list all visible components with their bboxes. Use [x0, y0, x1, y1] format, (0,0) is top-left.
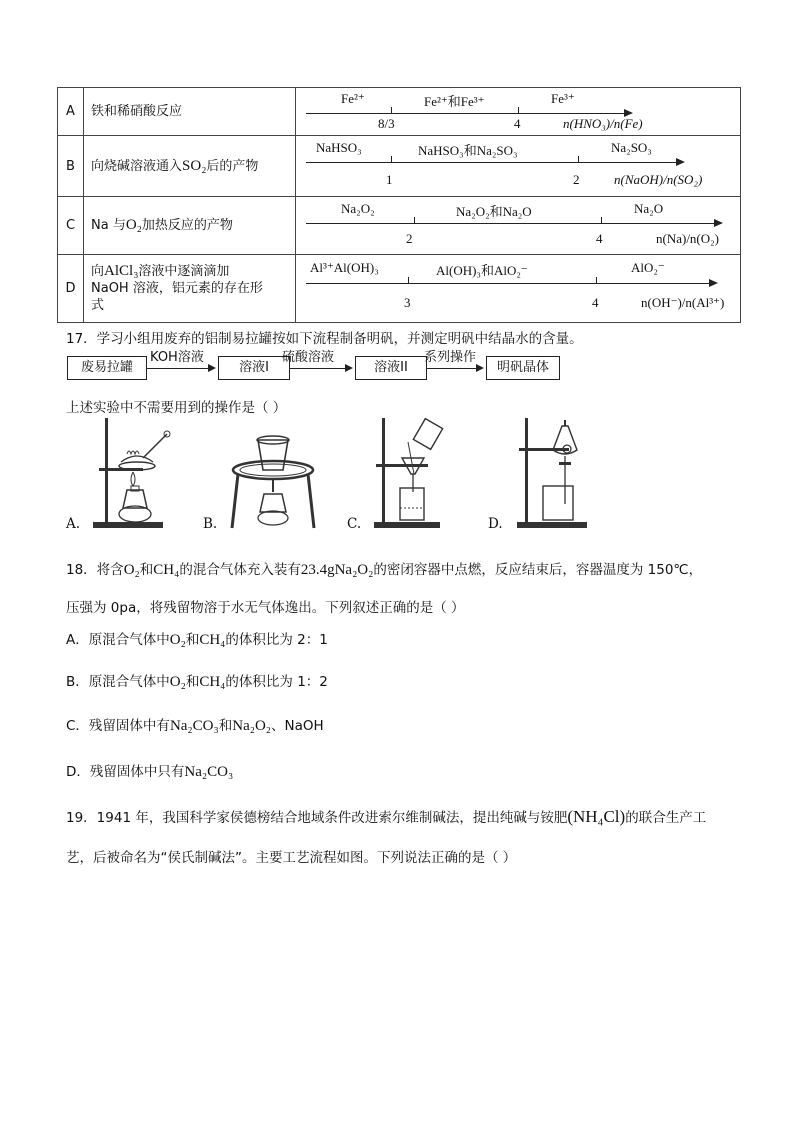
region-label: Na₂O	[634, 201, 664, 216]
desc-text: Na 与	[91, 218, 126, 233]
number-line	[296, 88, 741, 136]
desc-text: 溶液中逐滴滴加	[138, 264, 230, 279]
option-label-a: A.	[66, 516, 81, 532]
chem-formula: SO₂	[182, 157, 207, 174]
options-table	[57, 87, 741, 323]
separatory-funnel-image	[515, 412, 595, 532]
option-label-b: B.	[203, 516, 218, 532]
tick-label: 2	[573, 172, 580, 187]
q18-option-c: C．残留固体中有Na₂CO₃和Na₂O₂、NaOH	[66, 718, 324, 734]
chem-formula: AlCl₃	[104, 263, 139, 279]
row-description	[84, 255, 296, 323]
region-label: Fe²⁺	[341, 91, 365, 106]
flow-box: 溶液II	[355, 356, 427, 380]
region-label: Fe²⁺和Fe³⁺	[424, 94, 485, 109]
flow-box: 溶液I	[218, 356, 290, 380]
row-letter: C	[58, 197, 84, 255]
region-label: AlO₂⁻	[631, 260, 665, 275]
axis-label: n(OH⁻)/n(Al³⁺)	[641, 295, 725, 310]
row-description	[84, 197, 296, 255]
table-row	[58, 255, 741, 323]
region-label: Na₂O₂	[341, 201, 375, 216]
tick-label: 1	[386, 172, 393, 187]
q17-question: 上述实验中不需要用到的操作是（ ）	[66, 400, 287, 416]
number-line	[296, 136, 741, 197]
row-description	[84, 136, 296, 197]
row-description: 铁和稀硝酸反应	[84, 88, 296, 136]
flow-label: 系列操作	[424, 350, 477, 365]
desc-text: NaOH 溶液，铝元素的存在形	[91, 281, 263, 296]
desc-text: 向烧碱溶液通入	[91, 158, 183, 174]
desc-text: 向	[91, 264, 105, 279]
region-label: Na₂O₂和Na₂O	[456, 204, 532, 219]
option-label-d: D.	[488, 516, 503, 532]
chem-formula: 23.4gNa₂O₂	[300, 562, 374, 578]
chem-formula: O₂	[123, 562, 140, 578]
chem-formula: (NH₄Cl)	[567, 807, 626, 826]
axis-label: n(NaOH)/n(SO₂)	[614, 172, 703, 187]
table-row	[58, 136, 741, 197]
evaporation-apparatus-image	[85, 410, 175, 530]
tick-label: 4	[596, 231, 603, 246]
desc-text: 式	[91, 298, 105, 313]
option-label-c: C.	[347, 516, 362, 532]
axis-label: n(Na)/n(O₂)	[656, 231, 720, 246]
flow-label: KOH溶液	[150, 350, 204, 365]
chem-formula: CH₄	[153, 562, 180, 578]
tick-label: 3	[404, 295, 411, 310]
row-letter: A	[58, 88, 84, 136]
chem-formula: O₂	[125, 217, 142, 233]
q18-option-d: D．残留固体中只有Na₂CO₃	[66, 764, 234, 780]
table-row	[58, 197, 741, 255]
row-letter: B	[58, 136, 84, 197]
q19-stem-line2: 艺，后被命名为“侯氏制碱法”。主要工艺流程如图。下列说法正确的是（ ）	[66, 850, 517, 866]
region-label: Fe³⁺	[551, 91, 575, 106]
desc-text: 后的产物	[206, 158, 259, 174]
filtration-apparatus-image	[370, 412, 450, 532]
tick-label: 4	[592, 295, 599, 310]
flow-box: 废易拉罐	[67, 356, 147, 380]
q19-stem-line1: 19．1941 年，我国科学家侯德榜结合地域条件改进索尔维制碱法，提出纯碱与铵肥(NH₄Cl)的联合生产工	[66, 807, 707, 826]
region-label: NaHSO₃和Na₂SO₃	[418, 143, 518, 158]
desc-text: 加热反应的产物	[141, 218, 233, 233]
tick-label: 8/3	[378, 116, 395, 131]
q18-stem-line2: 压强为 0pa，将残留物溶于水无气体逸出。下列叙述正确的是（ ）	[66, 600, 465, 616]
axis-label: n(HNO₃)/n(Fe)	[563, 116, 643, 131]
crucible-apparatus-image	[228, 432, 318, 532]
q17-stem: 17．学习小组用废弃的铝制易拉罐按如下流程制备明矾，并测定明矾中结晶水的含量。	[66, 331, 583, 347]
flow-box: 明矾晶体	[486, 356, 560, 380]
number-line	[296, 255, 741, 323]
region-label: NaHSO₃	[316, 140, 362, 155]
region-label: Al³⁺Al(OH)₃	[310, 260, 379, 275]
tick-label: 2	[406, 231, 413, 246]
region-label: Al(OH)₃和AlO₂⁻	[436, 263, 528, 278]
row-letter: D	[58, 255, 84, 323]
tick-label: 4	[514, 116, 521, 131]
flow-label: 硫酸溶液	[282, 350, 335, 365]
number-line	[296, 197, 741, 255]
region-label: Na₂SO₃	[611, 140, 652, 155]
q18-option-b: B．原混合气体中O₂和CH₄的体积比为 1：2	[66, 674, 328, 690]
q18-stem-line1: 18．将含O₂和CH₄的混合气体充入装有23.4gNa₂O₂的密闭容器中点燃，反应结束后，容器温度为 150℃，	[66, 562, 703, 578]
table-row	[58, 88, 741, 136]
q18-option-a: A．原混合气体中O₂和CH₄的体积比为 2：1	[66, 632, 328, 648]
